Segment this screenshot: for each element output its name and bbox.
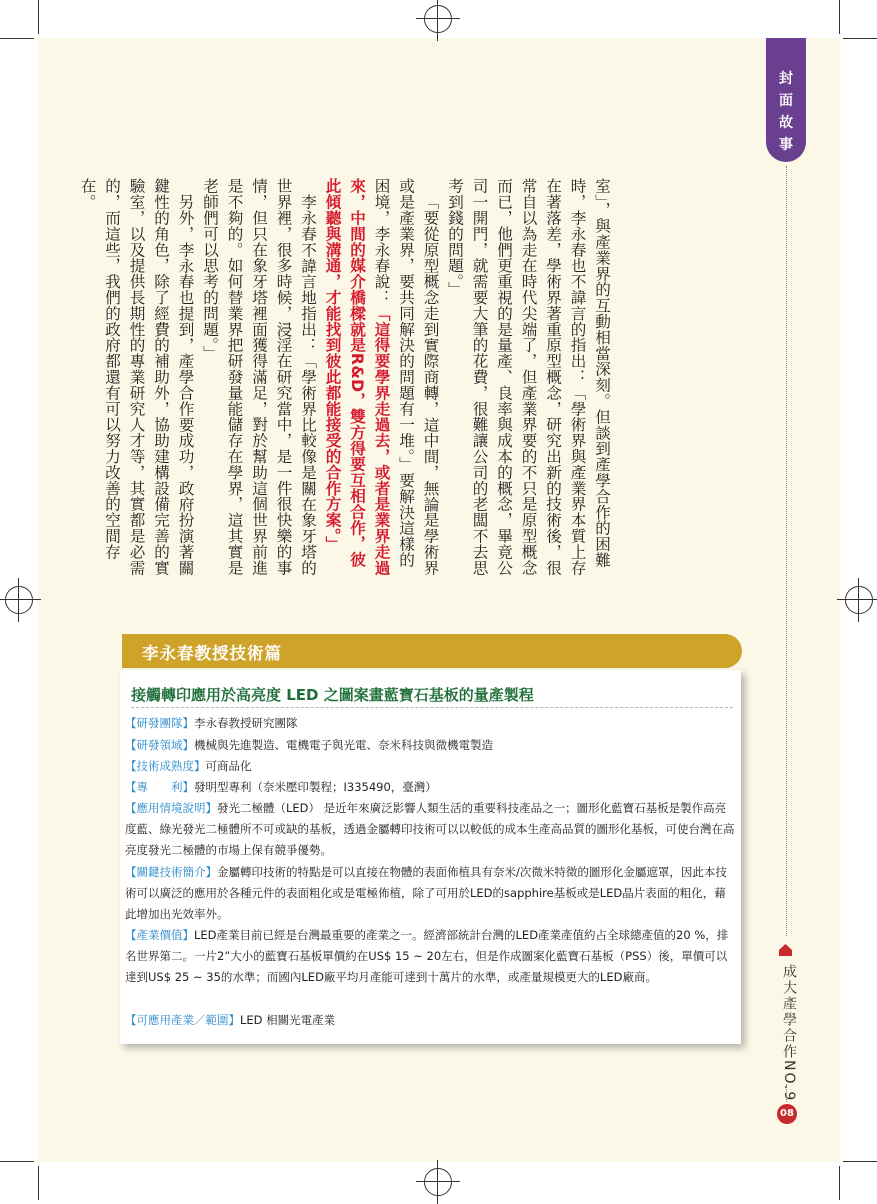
tech-row-text: LED產業目前已經是台灣最重要的產業之一。經濟部統計台灣的LED產業產值約占全球總產值的20 %，排名世界第二。一片2”大小的藍寶石基板單價約在US$ 15 ~ 20左右，但是作成圖案化藍寶石基板（PSS）後，單價可以達到US$ 25 ~ 35的水準；而國內LED廠平均月產能可達到十萬片的水準，或產量規模更大的LED廠商。 bbox=[125, 928, 729, 985]
sidebar-dotted-rule bbox=[786, 1084, 787, 1102]
house-icon bbox=[779, 944, 792, 956]
tech-row-label: 【專 利】 bbox=[125, 780, 194, 794]
section-tab-char: 封 bbox=[779, 71, 793, 87]
crop-mark bbox=[38, 1166, 39, 1200]
section-tab-char: 事 bbox=[779, 137, 793, 153]
registration-mark bbox=[424, 5, 452, 33]
crop-mark bbox=[0, 38, 34, 39]
crop-mark bbox=[839, 0, 840, 34]
tech-row-text: 發光二極體（LED） 是近年來廣泛影響人類生活的重要科技產品之一；圖形化藍寶石基板是製作高亮度藍、綠光發光二極體所不可或缺的基板，透過金屬轉印技術可以以較低的成本生產高品質的圖形化基板，可使台灣在高亮度發光二極體的市場上保有競爭優勢。 bbox=[125, 801, 735, 858]
registration-mark bbox=[5, 586, 33, 614]
registration-mark bbox=[845, 586, 873, 614]
tech-row-content bbox=[125, 798, 737, 862]
technology-title: 接觸轉印應用於高亮度 LED 之圖案畫藍寶石基板的量產製程 bbox=[131, 686, 534, 704]
article-segment: 另外，李永春也提到，產學合作要成功，政府扮演著關鍵性的角色，除了經費的補助外，協助建構設備完善的實驗室，以及提供長期性的專業研究人才等，其實都是必需的，而這些，我們的政府都還有可以努力改善的空間存在。 bbox=[78, 178, 195, 576]
tech-row bbox=[125, 735, 737, 756]
section-banner-title: 李永春教授技術篇 bbox=[142, 644, 282, 663]
registration-mark bbox=[424, 1168, 452, 1196]
section-tab-char: 故 bbox=[779, 115, 793, 131]
tech-row-text: 李永春教授研究團隊 bbox=[194, 716, 298, 730]
tech-row-label: 【產業價值】 bbox=[125, 928, 194, 942]
article-segment: 「要從原型概念走到實際商轉，這中間，無論是學術界或是產業界，要共同解決的問題有一堆。」要解決這樣的困境，李永春說： bbox=[372, 178, 440, 576]
tech-row bbox=[125, 756, 737, 777]
tech-row-label: 【關鍵技術簡介】 bbox=[125, 865, 217, 879]
tech-row-label: 【技術成熟度】 bbox=[125, 759, 206, 773]
publication-title: 成大產學合作NO.9 bbox=[781, 964, 797, 1103]
tech-row-label: 【研發團隊】 bbox=[125, 716, 194, 730]
article-body bbox=[78, 178, 614, 576]
article-segment: 李永春不諱言地指出：「學術界比較像是關在象牙塔的世界裡，很多時候，浸淫在研究當中，是一件很快樂的事情，但只在象牙塔裡面獲得滿足，對於幫助這個世界前進是不夠的。如何替業界把研發量能儲存在學界，這其實是老師們可以思考的問題。」 bbox=[201, 178, 317, 576]
section-tab-char: 面 bbox=[779, 93, 793, 109]
article-paragraph bbox=[320, 178, 443, 576]
crop-mark bbox=[38, 0, 39, 34]
tech-row-text: 機械與先進製造、電機電子與光電、奈米科技與微機電製造 bbox=[194, 738, 493, 752]
crop-mark bbox=[843, 38, 877, 39]
tech-row bbox=[125, 862, 737, 926]
page-number-badge: 08 bbox=[777, 1104, 797, 1124]
article-paragraph bbox=[198, 178, 321, 576]
tech-row-label: 【應用情境說明】 bbox=[125, 801, 217, 815]
tech-row bbox=[125, 798, 737, 862]
article-highlight-quote: 「這得要學界走過去，或者是業界走過來，中間的媒介橋樑就是R&D，雙方得要互相合作，彼此傾聽與溝通，才能找到彼此都能接受的合作方案。」 bbox=[323, 178, 391, 576]
tech-row bbox=[125, 925, 737, 989]
title-divider bbox=[131, 707, 733, 708]
tech-row-text: 發明型專利（奈米壓印製程；I335490，臺灣） bbox=[194, 780, 437, 794]
tech-row-text: 金屬轉印技術的特點是可以直接在物體的表面佈植具有奈米/次微米特徵的圖形化金屬遮罩，因此本技術可以廣泛的應用於各種元件的表面粗化或是電極佈植，除了可用於LED的sapphire基板或是LED晶片表面的粗化，藉此增加出光效率外。 bbox=[125, 865, 727, 922]
crop-mark bbox=[839, 1166, 840, 1200]
section-tab-cover-story bbox=[766, 38, 806, 162]
tech-row bbox=[125, 1010, 737, 1031]
tech-row bbox=[125, 777, 737, 798]
sidebar-dotted-rule bbox=[786, 166, 787, 936]
article-segment: 室」，與產業界的互動相當深刻。但談到產學合作的困難時，李永春也不諱言的指出：「學術界與產業界本質上存在著落差，學術界著重原型概念，研究出新的技術後，很常自以為走在時代尖端了，但產業界要的不只是原型概念而已，他們更重視的是量產、良率與成本的概念，畢竟公司一開門，就需要大筆的花費，很難讓公司的老闆不去思考到錢的問題。」 bbox=[446, 178, 611, 576]
article-paragraph bbox=[75, 178, 198, 576]
crop-mark bbox=[843, 1161, 877, 1162]
crop-mark bbox=[0, 1161, 34, 1162]
tech-row-text: LED 相關光電產業 bbox=[240, 1013, 336, 1027]
article-paragraph bbox=[443, 178, 615, 576]
tech-row-text: 可商品化 bbox=[205, 759, 252, 773]
tech-row-label: 【可應用產業／範圍】 bbox=[125, 1013, 240, 1027]
tech-row-label: 【研發領域】 bbox=[125, 738, 194, 752]
tech-row bbox=[125, 713, 737, 734]
